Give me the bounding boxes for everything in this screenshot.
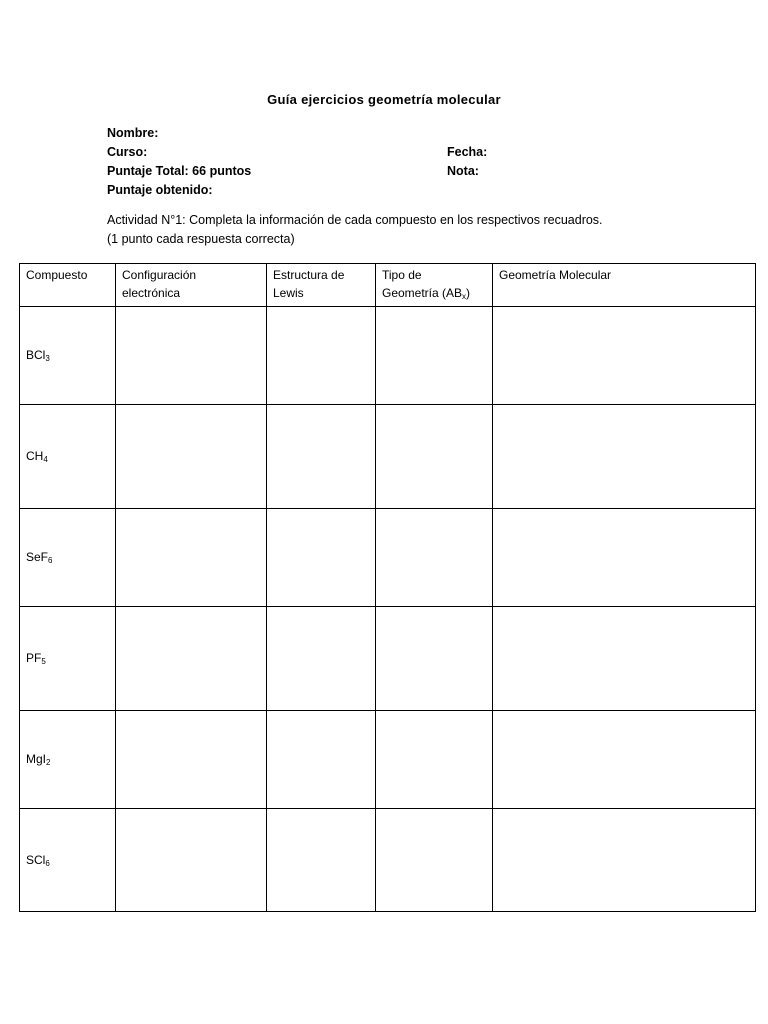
lewis-answer-cell[interactable] — [267, 711, 376, 809]
lewis-answer-cell[interactable] — [267, 809, 376, 912]
tipo-answer-cell[interactable] — [376, 405, 493, 509]
geometria-answer-cell[interactable] — [493, 809, 756, 912]
geometria-answer-cell[interactable] — [493, 405, 756, 509]
configuracion-answer-cell[interactable] — [116, 711, 267, 809]
curso-label: Curso: — [107, 145, 148, 159]
tipo-answer-cell[interactable] — [376, 809, 493, 912]
configuracion-answer-cell[interactable] — [116, 307, 267, 405]
header-compuesto: Compuesto — [20, 264, 116, 307]
header-geometria-molecular: Geometría Molecular — [493, 264, 756, 307]
document-title: Guía ejercicios geometría molecular — [267, 92, 501, 107]
geometria-answer-cell[interactable] — [493, 307, 756, 405]
header-lewis: Estructura de Lewis — [267, 264, 376, 307]
configuracion-answer-cell[interactable] — [116, 509, 267, 607]
table-row — [20, 809, 756, 912]
tipo-answer-cell[interactable] — [376, 711, 493, 809]
table-row — [20, 405, 756, 509]
instruction-line-1: Actividad N°1: Completa la información de cada compuesto en los respectivos recuadros. — [107, 213, 603, 227]
table-row — [20, 307, 756, 405]
puntaje-obtenido-label: Puntaje obtenido: — [107, 183, 213, 197]
fecha-label: Fecha: — [447, 145, 488, 159]
header-tipo-geometria: Tipo de Geometría $(AB_x)$ — [376, 264, 493, 307]
puntaje-total-label: Puntaje Total: 66 puntos — [107, 164, 252, 178]
geometria-answer-cell[interactable] — [493, 711, 756, 809]
lewis-answer-cell[interactable] — [267, 607, 376, 711]
lewis-answer-cell[interactable] — [267, 405, 376, 509]
compound-cell: MgI$_2$ — [20, 711, 116, 809]
table-row — [20, 509, 756, 607]
table-row — [20, 607, 756, 711]
nota-label: Nota: — [447, 164, 479, 178]
configuracion-answer-cell[interactable] — [116, 405, 267, 509]
header-configuracion: Configuración electrónica — [116, 264, 267, 307]
configuracion-answer-cell[interactable] — [116, 607, 267, 711]
compound-cell: SeF$_6$ — [20, 509, 116, 607]
tipo-answer-cell[interactable] — [376, 607, 493, 711]
compound-cell: SCl$_6$ — [20, 809, 116, 912]
tipo-answer-cell[interactable] — [376, 509, 493, 607]
table-row — [20, 711, 756, 809]
lewis-answer-cell[interactable] — [267, 509, 376, 607]
compound-cell: BCl$_3$ — [20, 307, 116, 405]
compound-cell: $CH_4$ — [20, 405, 116, 509]
table-header-row — [20, 264, 756, 307]
geometria-answer-cell[interactable] — [493, 509, 756, 607]
geometria-answer-cell[interactable] — [493, 607, 756, 711]
compound-cell: $PF_5$ — [20, 607, 116, 711]
configuracion-answer-cell[interactable] — [116, 809, 267, 912]
lewis-answer-cell[interactable] — [267, 307, 376, 405]
instruction-line-2: (1 punto cada respuesta correcta) — [107, 232, 295, 246]
nombre-label: Nombre: — [107, 126, 159, 140]
exercise-table — [19, 263, 756, 912]
tipo-answer-cell[interactable] — [376, 307, 493, 405]
